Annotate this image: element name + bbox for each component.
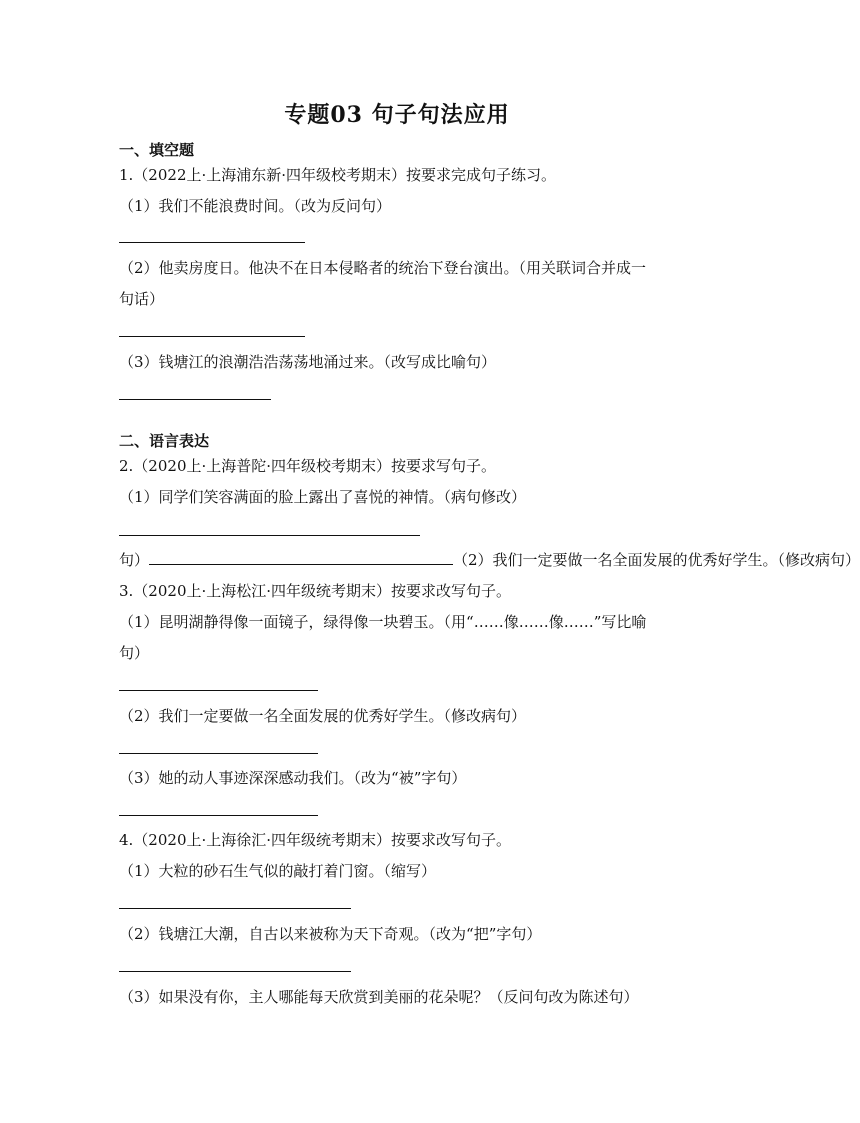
question-4-item-2: （2）钱塘江大潮，自古以来被称为天下奇观。（改为“把”字句） xyxy=(119,925,542,943)
question-2-stem: 2.（2020上·上海普陀·四年级校考期末）按要求写句子。 xyxy=(119,457,497,475)
question-3-stem: 3.（2020上·上海松江·四年级统考期末）按要求改写句子。 xyxy=(119,582,512,600)
question-1-stem: 1.（2022上·上海浦东新·四年级校考期末）按要求完成句子练习。 xyxy=(119,166,557,184)
answer-line[interactable] xyxy=(119,336,305,337)
question-1-item-2-cont: 句话） xyxy=(119,290,165,308)
answer-line[interactable] xyxy=(119,399,271,400)
answer-line[interactable] xyxy=(119,971,351,972)
answer-line[interactable] xyxy=(119,690,318,691)
question-1-item-3: （3）钱塘江的浪潮浩浩荡荡地涌过来。（改写成比喻句） xyxy=(119,353,497,371)
question-3-item-3: （3）她的动人事迹深深感动我们。（改为“被”字句） xyxy=(119,769,467,787)
question-3-item-1: （1）昆明湖静得像一面镜子，绿得像一块碧玉。（用“……像……像……”写比喻 xyxy=(119,613,647,631)
answer-line[interactable] xyxy=(119,242,305,243)
answer-line-inline[interactable] xyxy=(149,550,453,565)
question-3-item-2: （2）我们一定要做一名全面发展的优秀好学生。（修改病句） xyxy=(119,707,527,725)
question-4-item-3: （3）如果没有你，主人哪能每天欣赏到美丽的花朵呢？（反问句改为陈述句） xyxy=(119,988,639,1006)
question-4-stem: 4.（2020上·上海徐汇·四年级统考期末）按要求改写句子。 xyxy=(119,831,512,849)
page-title: 专题03 句子句法应用 xyxy=(284,102,510,128)
question-2-item-1: （1）同学们笑容满面的脸上露出了喜悦的神情。（病句修改） xyxy=(119,488,527,506)
answer-line[interactable] xyxy=(119,535,420,536)
question-1-item-1: （1）我们不能浪费时间。（改为反问句） xyxy=(119,197,392,215)
question-3-item-1-cont: 句） xyxy=(119,644,150,662)
section-heading-language-expression: 二、语言表达 xyxy=(119,432,210,450)
section-heading-fill-blank: 一、填空题 xyxy=(119,141,195,159)
question-2-item-2-prefix: 句） xyxy=(119,551,150,569)
answer-line[interactable] xyxy=(119,815,318,816)
question-4-item-1: （1）大粒的砂石生气似的敲打着门窗。（缩写） xyxy=(119,862,437,880)
answer-line[interactable] xyxy=(119,908,351,909)
answer-line[interactable] xyxy=(119,753,318,754)
question-2-item-2-suffix: （2）我们一定要做一名全面发展的优秀好学生。（修改病句） xyxy=(453,551,860,569)
question-1-item-2: （2）他卖房度日。他决不在日本侵略者的统治下登台演出。（用关联词合并成一 xyxy=(119,259,647,277)
question-2-item-2 xyxy=(119,550,860,570)
